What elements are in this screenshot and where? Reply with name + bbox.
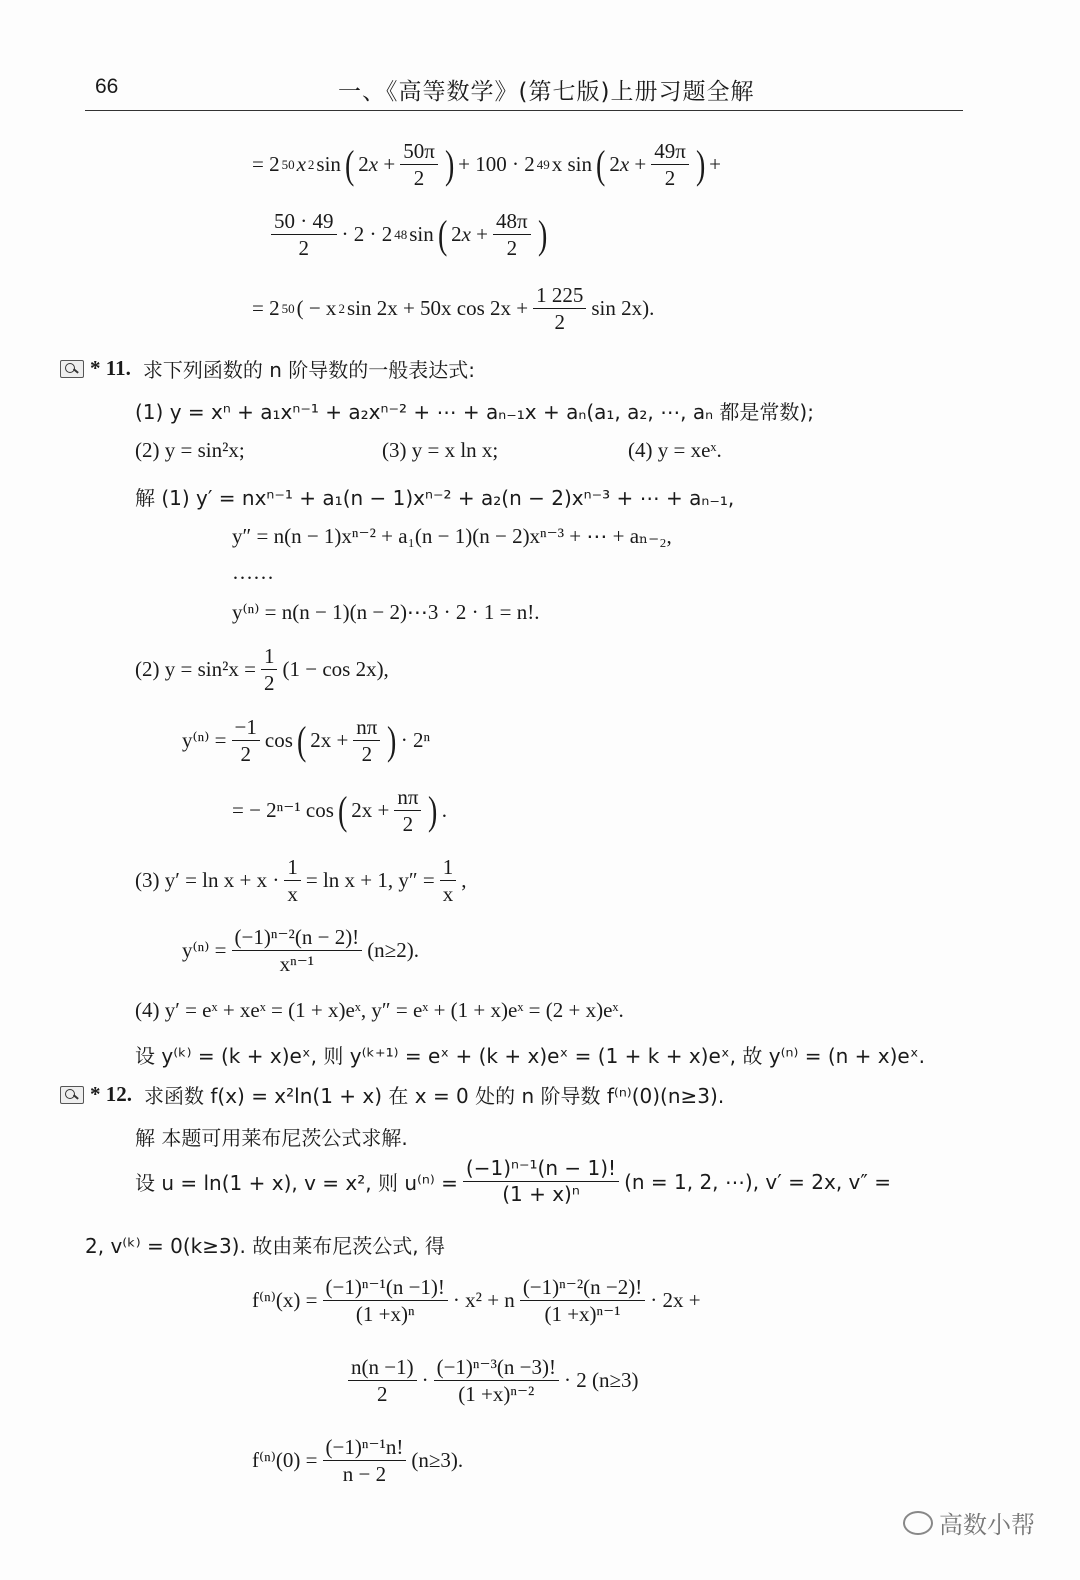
numerator: (−1)ⁿ⁻¹(n − 1)!: [463, 1158, 619, 1182]
paren-left: (: [595, 141, 606, 187]
numerator: 49π: [651, 140, 689, 165]
eq-text: sin: [409, 222, 434, 247]
problem-12-stem: [60, 1080, 724, 1109]
q12-sol-2: [135, 1158, 891, 1205]
denominator: 2: [240, 742, 251, 767]
problem-11-stem: [60, 354, 475, 383]
paren-left: (: [337, 787, 348, 833]
denominator: (1 +x)ⁿ: [355, 1302, 415, 1327]
fraction: [323, 1276, 448, 1325]
eq-text: sin: [316, 152, 341, 177]
q11-sol-1c: ……: [232, 560, 274, 584]
denominator: xⁿ⁻¹: [279, 952, 315, 977]
numerator: (−1)ⁿ⁻³(n −3)!: [434, 1356, 559, 1381]
fraction: [520, 1276, 645, 1325]
q11-sol-1b: y″ = n(n − 1)xⁿ⁻² + a₁(n − 1)(n − 2)xⁿ⁻³ + ⋯ + aₙ₋₂,: [232, 524, 672, 548]
eq-text: y⁽ⁿ⁾ =: [182, 728, 227, 753]
eq-text: 2x +: [358, 152, 396, 177]
eq-text: (n≥3).: [411, 1448, 464, 1473]
denominator: (1 + x)ⁿ: [502, 1182, 580, 1206]
q11-sol-2b: [182, 716, 430, 765]
fraction: [284, 856, 301, 905]
fraction: [348, 1356, 417, 1405]
eq-prev-line-2: $\frac{50 \cdot 49}{2}$ · 2 · 2 48 sin ( 2x + $\frac{48\pi}{2}$ ): [268, 210, 549, 259]
fraction: [261, 645, 278, 694]
eq-text: f⁽ⁿ⁾(0) =: [252, 1448, 318, 1473]
numerator: nπ: [394, 786, 421, 811]
q12-formula-3: [252, 1436, 463, 1485]
fraction: [400, 140, 438, 189]
running-title: 一、《高等数学》(第七版)上册习题全解: [338, 79, 755, 105]
eq-text: sin 2x + 50x cos 2x +: [346, 296, 529, 321]
eq-text: f⁽ⁿ⁾(x) =: [252, 1288, 318, 1313]
eq-text: · 2 · 2: [341, 222, 393, 247]
fraction: [323, 1436, 407, 1485]
eq-text: 2x +: [609, 152, 647, 177]
fraction: [232, 926, 363, 975]
numerator: 50π: [400, 140, 438, 165]
problem-text: 求函数 f(x) = x²ln(1 + x) 在 x = 0 处的 n 阶导数 f⁽ⁿ⁾(0)(n≥3).: [144, 1084, 725, 1108]
denominator: x: [442, 882, 454, 907]
eq-text: = 2: [252, 296, 280, 321]
header-rule: [85, 110, 963, 111]
fraction: [463, 1158, 619, 1205]
wechat-icon: [903, 1511, 933, 1535]
watermark-text: 高数小帮: [939, 1511, 1035, 1539]
fraction: [533, 284, 586, 333]
q11-part-4: (4) y = xeˣ.: [628, 438, 722, 462]
eq-text: x sin: [551, 152, 592, 177]
eq-text: +: [709, 152, 722, 177]
q11-sol-2c: [232, 786, 447, 835]
denominator: 2: [361, 742, 373, 767]
eq-text: 2x +: [351, 798, 390, 823]
problem-number: * 11.: [90, 356, 131, 380]
paren-right: ): [537, 211, 547, 257]
q12-sol-3: 2, v⁽ᵏ⁾ = 0(k≥3). 故由莱布尼茨公式, 得: [85, 1234, 445, 1258]
numerator: 1 225: [533, 284, 586, 309]
eq-var: x: [296, 152, 306, 177]
eq-text: 2x +: [310, 728, 349, 753]
fraction: [440, 856, 457, 905]
eq-text: sin 2x).: [591, 296, 655, 321]
denominator: 2: [506, 236, 518, 261]
eq-text: · 2 (n≥3): [564, 1368, 639, 1393]
paren-left: (: [296, 717, 307, 763]
fraction: [493, 210, 531, 259]
paren-left: (: [344, 141, 355, 187]
eq-text: .: [441, 798, 448, 823]
eq-prev-line-1: = 2 50 x 2 sin ( 2x + $\frac{50\pi}{2}$ ) + 100 · 2 49 x sin ( 2x + $\frac{49\pi}{2}$ ) +: [252, 139, 722, 191]
q11-part-1: (1) y = xⁿ + a₁xⁿ⁻¹ + a₂xⁿ⁻² + ⋯ + aₙ₋₁x + aₙ(a₁, a₂, ⋯, aₙ 都是常数);: [135, 400, 814, 424]
eq-text: ,: [461, 868, 467, 893]
paren-right: ): [444, 141, 455, 187]
q12-sol-1: 解 本题可用莱布尼茨公式求解.: [135, 1126, 408, 1150]
numerator: (−1)ⁿ⁻²(n −2)!: [520, 1276, 645, 1301]
fraction: [232, 716, 260, 765]
denominator: 2: [413, 166, 425, 191]
fraction: [394, 786, 421, 835]
eq-text: (1 − cos 2x),: [282, 657, 389, 682]
numerator: 50 · 49: [271, 210, 337, 235]
fraction: [434, 1356, 559, 1405]
eq-prev-line-3: = 2 50 ( − x 2 sin 2x + 50x cos 2x + $\frac{1 225}{2}$ sin 2x).: [252, 283, 655, 335]
q11-sol-1d: y⁽ⁿ⁾ = n(n − 1)(n − 2)⋯3 · 2 · 1 = n!.: [232, 600, 540, 624]
numerator: nπ: [353, 716, 380, 741]
denominator: 2: [298, 236, 309, 261]
eq-text: · 2x +: [650, 1288, 701, 1313]
eq-text: (n = 1, 2, ⋯), v′ = 2x, v″ =: [624, 1169, 891, 1194]
numerator: n(n −1): [348, 1356, 417, 1381]
q11-sol-4a: (4) y′ = eˣ + xeˣ = (1 + x)eˣ, y″ = eˣ + (1 + x)eˣ = (2 + x)eˣ.: [135, 998, 624, 1022]
paren-right: ): [387, 717, 397, 763]
numerator: −1: [232, 716, 260, 741]
eq-text: cos: [264, 728, 293, 753]
q11-sol-1a: 解 (1) y′ = nxⁿ⁻¹ + a₁(n − 1)xⁿ⁻² + a₂(n − 2)xⁿ⁻³ + ⋯ + aₙ₋₁,: [135, 486, 735, 510]
q11-sol-3b: [182, 926, 419, 975]
paren-right: ): [428, 787, 438, 833]
numerator: 1: [261, 645, 278, 670]
watermark: [903, 1505, 1035, 1540]
denominator: 2: [554, 310, 565, 335]
denominator: n − 2: [342, 1462, 387, 1487]
q11-sol-3a: [135, 856, 466, 905]
paren-right: ): [695, 141, 706, 187]
eq-text: (2) y = sin²x =: [135, 657, 256, 682]
eq-text: ( − x: [296, 296, 337, 321]
eq-text: 设 u = ln(1 + x), v = x², 则 u⁽ⁿ⁾ =: [135, 1171, 458, 1195]
eq-text: (n≥2).: [367, 938, 419, 963]
eq-text: = 2: [252, 152, 280, 177]
denominator: 2: [402, 812, 414, 837]
q12-formula-1: [252, 1276, 701, 1325]
q11-sol-2a: [135, 645, 389, 694]
eq-text: · x² + n: [452, 1288, 515, 1313]
eq-text: 2x +: [451, 222, 489, 247]
eq-text: = − 2ⁿ⁻¹ cos: [232, 798, 334, 823]
numerator: 1: [440, 856, 457, 881]
eq-text: = ln x + 1, y″ =: [305, 868, 435, 893]
eq-text: ·: [421, 1368, 429, 1393]
denominator: x: [287, 882, 298, 907]
numerator: 48π: [493, 210, 531, 235]
numerator: 1: [284, 856, 301, 881]
denominator: (1 +x)ⁿ⁻¹: [544, 1302, 621, 1327]
fraction: [271, 210, 337, 259]
paren-left: (: [437, 211, 448, 257]
q11-part-2: (2) y = sin²x;: [135, 438, 245, 462]
numerator: (−1)ⁿ⁻¹(n −1)!: [323, 1276, 448, 1301]
q12-formula-2: [345, 1356, 639, 1405]
q11-sol-4b: 设 y⁽ᵏ⁾ = (k + x)eˣ, 则 y⁽ᵏ⁺¹⁾ = eˣ + (k + x)eˣ = (1 + k + x)eˣ, 故 y⁽ⁿ⁾ = (n + x)eˣ.: [135, 1044, 925, 1068]
denominator: 2: [664, 166, 676, 191]
eq-text: + 100 · 2: [458, 152, 535, 177]
denominator: (1 +x)ⁿ⁻²: [458, 1382, 535, 1407]
eq-text: (3) y′ = ln x + x ·: [135, 868, 280, 893]
fraction: [651, 140, 689, 189]
numerator: (−1)ⁿ⁻²(n − 2)!: [232, 926, 363, 951]
q11-part-3: (3) y = x ln x;: [382, 438, 499, 462]
problem-text: 求下列函数的 n 阶导数的一般表达式:: [142, 358, 475, 382]
eq-text: y⁽ⁿ⁾ =: [182, 938, 227, 963]
eq-text: · 2ⁿ: [400, 728, 431, 753]
problem-number: * 12.: [90, 1082, 132, 1106]
fraction: [353, 716, 380, 765]
numerator: (−1)ⁿ⁻¹n!: [323, 1436, 407, 1461]
page-number: 66: [95, 75, 119, 98]
magnifier-icon: [60, 360, 84, 378]
magnifier-icon: [60, 1086, 84, 1104]
denominator: 2: [263, 671, 275, 696]
denominator: 2: [377, 1382, 388, 1407]
